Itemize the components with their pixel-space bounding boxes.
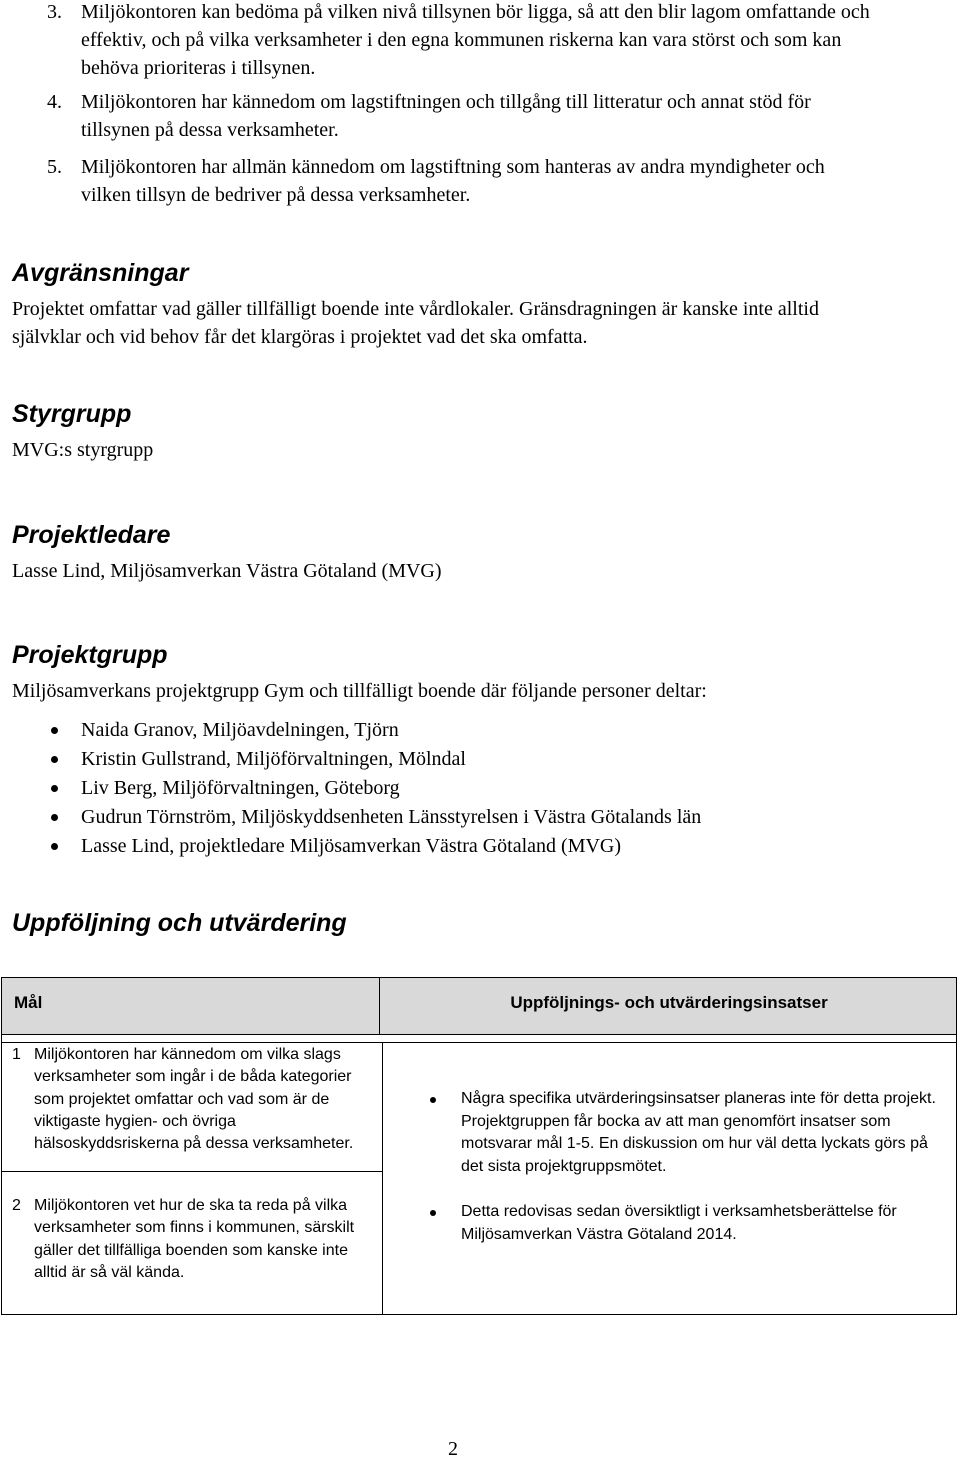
list-item-number: 4. xyxy=(47,91,62,113)
page-number: 2 xyxy=(448,1438,458,1460)
bullet-icon xyxy=(51,843,58,850)
list-item xyxy=(0,745,900,773)
list-item-text: Miljökontoren kan bedöma på vilken nivå tillsynen bör ligga, så att den blir lagom omfattande och effektiv, och på vilka verksamheter i den egna kommunen riskerna kan vara störst och som kan behöva prioriteras i tillsynen. xyxy=(81,1,870,79)
bullet-icon xyxy=(430,1210,436,1216)
bullet-icon xyxy=(430,1097,436,1103)
section-heading-projektgrupp: Projektgrupp xyxy=(12,641,168,669)
list-item-text: Miljökontoren har kännedom om lagstiftningen och tillgång till litteratur och annat stöd för tillsynen på dessa verksamheter. xyxy=(81,91,811,141)
goal-text: Miljökontoren har kännedom om vilka slags verksamheter som ingår i de båda kategorier som projektet omfattar och vad som är de viktigaste hygien- och övriga hälsoskyddsriskerna på dessa verksamheter. xyxy=(34,1046,354,1153)
table-divider xyxy=(382,1042,383,1314)
bullet-icon xyxy=(51,814,58,821)
evaluation-text: Detta redovisas sedan översiktligt i verksamhetsberättelse för Miljösamverkan Västra Götaland 2014. xyxy=(461,1203,897,1243)
section-heading-projektledare: Projektledare xyxy=(12,521,171,549)
list-item-text: Miljökontoren har allmän kännedom om lagstiftning som hanteras av andra myndigheter och vilken tillsyn de bedriver på dessa verksamheter. xyxy=(81,156,825,206)
goals-table xyxy=(1,977,957,1315)
list-item-number: 3. xyxy=(47,1,62,23)
list-item xyxy=(0,832,900,860)
bullet-icon xyxy=(51,785,58,792)
bullet-icon xyxy=(51,727,58,734)
table-header xyxy=(2,978,956,1035)
goal-number: 1 xyxy=(12,1046,21,1063)
list-item-number: 5. xyxy=(47,156,62,178)
member-name: Kristin Gullstrand, Miljöförvaltningen, Mölndal xyxy=(81,748,466,770)
member-name: Gudrun Törnström, Miljöskyddsenheten Länsstyrelsen i Västra Götalands län xyxy=(81,806,702,828)
avgransningar-text: Projektet omfattar vad gäller tillfälligt boende inte vårdlokaler. Gränsdragningen är kanske inte alltid självklar och vid behov får det klargöras i projektet vad det ska omfatta. xyxy=(12,298,819,348)
projektledare-text: Lasse Lind, Miljösamverkan Västra Götaland (MVG) xyxy=(12,560,442,582)
table-header-goal: Mål xyxy=(14,993,43,1012)
list-item xyxy=(0,716,900,744)
goal-text: Miljökontoren vet hur de ska ta reda på vilka verksamheter som finns i kommunen, särskilt gäller det tillfälliga boenden som kanske inte alltid är så väl kända. xyxy=(34,1197,355,1281)
table-divider xyxy=(2,1042,956,1043)
bullet-icon xyxy=(51,756,58,763)
member-name: Lasse Lind, projektledare Miljösamverkan Västra Götaland (MVG) xyxy=(81,835,622,857)
section-heading-uppfoljning: Uppföljning och utvärdering xyxy=(12,909,347,937)
table-header-evaluation: Uppföljnings- och utvärderingsinsatser xyxy=(510,993,828,1012)
list-item xyxy=(0,803,900,831)
table-divider xyxy=(379,978,380,1034)
styrgrupp-text: MVG:s styrgrupp xyxy=(12,439,154,461)
section-heading-styrgrupp: Styrgrupp xyxy=(12,400,132,428)
evaluation-text: Några specifika utvärderingsinsatser planeras inte för detta projekt. Projektgruppen får bocka av att man genomfört insatser som motsvarar mål 1-5. En diskussion om hur väl detta lyckats görs på det sista projektgruppsmötet. xyxy=(461,1090,936,1175)
section-heading-avgransningar: Avgränsningar xyxy=(12,259,189,287)
member-name: Naida Granov, Miljöavdelningen, Tjörn xyxy=(81,719,399,741)
list-item xyxy=(0,774,900,802)
member-name: Liv Berg, Miljöförvaltningen, Göteborg xyxy=(81,777,400,799)
goal-number: 2 xyxy=(12,1197,21,1214)
table-divider xyxy=(2,1171,382,1172)
projektgrupp-text: Miljösamverkans projektgrupp Gym och tillfälligt boende där följande personer deltar: xyxy=(12,680,707,702)
